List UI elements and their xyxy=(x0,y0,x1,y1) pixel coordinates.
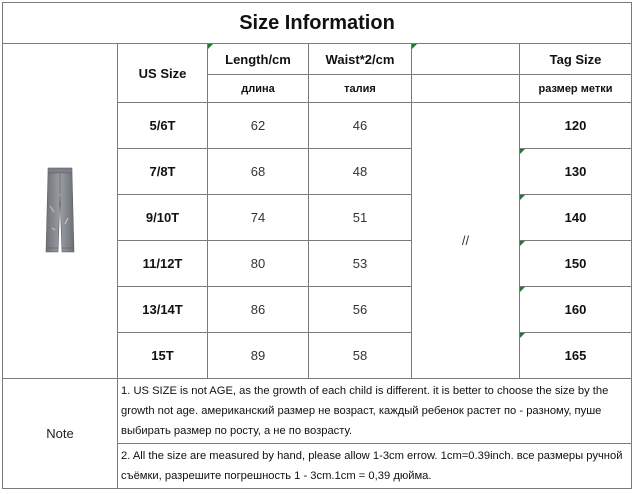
waist-cell: 48 xyxy=(309,149,412,195)
size-cell: 5/6T xyxy=(118,103,208,149)
size-cell: 9/10T xyxy=(118,195,208,241)
size-cell: 7/8T xyxy=(118,149,208,195)
size-table xyxy=(2,2,632,489)
tag-cell: 150 xyxy=(520,241,632,287)
size-cell: 15T xyxy=(118,333,208,379)
header-tag-size-sub: размер метки xyxy=(520,75,632,103)
header-length-sub: длина xyxy=(208,75,309,103)
size-cell: 13/14T xyxy=(118,287,208,333)
header-waist: Waist*2/cm xyxy=(309,44,412,75)
header-us-size: US Size xyxy=(118,44,208,103)
length-cell: 62 xyxy=(208,103,309,149)
tag-cell: 160 xyxy=(520,287,632,333)
note-label: Note xyxy=(3,379,118,489)
waist-cell: 53 xyxy=(309,241,412,287)
waist-cell: 56 xyxy=(309,287,412,333)
length-cell: 86 xyxy=(208,287,309,333)
length-cell: 89 xyxy=(208,333,309,379)
tag-cell: 120 xyxy=(520,103,632,149)
note-line-1: 1. US SIZE is not AGE, as the growth of each child is different. it is better to choose the size by the growth not age. американский размер не возраст, каждый ребенок растет по - разному, пуше выбирать размер по росту, а не по возрасту. xyxy=(118,379,632,444)
header-extra-sub xyxy=(412,75,520,103)
tag-cell: 130 xyxy=(520,149,632,195)
header-tag-size: Tag Size xyxy=(520,44,632,75)
extra-cell: // xyxy=(412,103,520,379)
page-title: Size Information xyxy=(3,3,632,44)
header-waist-sub: талия xyxy=(309,75,412,103)
product-image-cell xyxy=(3,44,118,379)
jeans-image xyxy=(40,166,80,256)
tag-cell: 140 xyxy=(520,195,632,241)
note-line-2: 2. All the size are measured by hand, please allow 1-3cm errow. 1cm=0.39inch. все размеры ручной съёмки, разрешите погрешность 1 - 3cm.1cm = 0,39 дюйма. xyxy=(118,444,632,489)
length-cell: 74 xyxy=(208,195,309,241)
waist-cell: 51 xyxy=(309,195,412,241)
length-cell: 80 xyxy=(208,241,309,287)
length-cell: 68 xyxy=(208,149,309,195)
waist-cell: 46 xyxy=(309,103,412,149)
header-extra xyxy=(412,44,520,75)
tag-cell: 165 xyxy=(520,333,632,379)
header-length: Length/cm xyxy=(208,44,309,75)
waist-cell: 58 xyxy=(309,333,412,379)
size-cell: 11/12T xyxy=(118,241,208,287)
